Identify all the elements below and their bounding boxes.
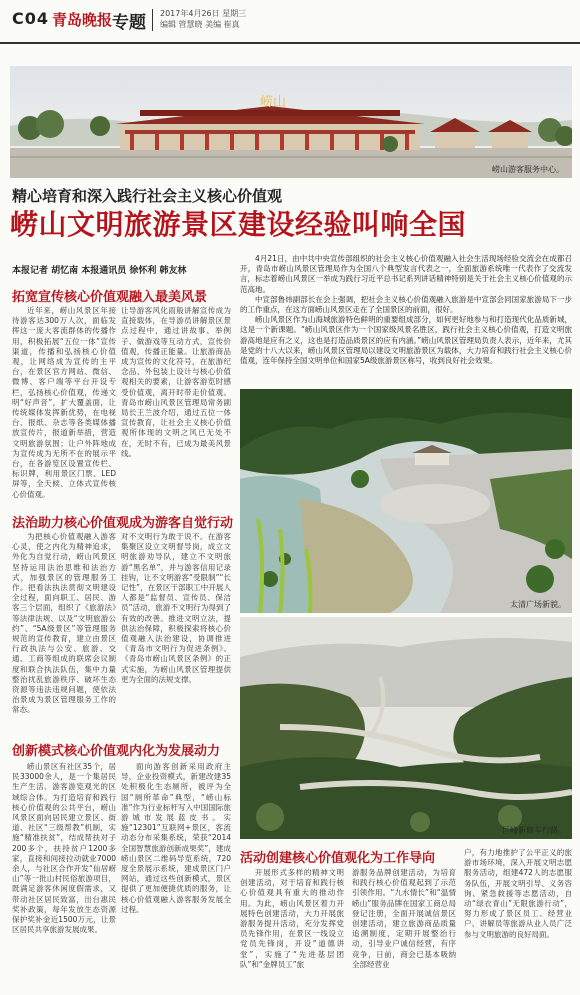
section-body-column: 崂山景区有社区35个，居民33000余人，是一个集居民生产生活、游客游览观光的区域综合体。为打造培育和践行核心价值观的公共平台，崂山风景区面向居民建立景区、街道、社区“三级帮教”机制，实施“精准扶贫”，结成帮扶对子200多个，扶持贫户1200多家，直接和间接拉动就业7000余人，与社区合作开发“仙居崂山”等一批山村民俗旅游项目，既满足游客休闲度假需求，又带动社区居民致富，出台惠民奖补政策，每年发放生态资源保护奖补金近1500万元，让景区居民共享旅游发展成果。 xyxy=(12,762,116,935)
photo-caption-visitor-center: 崂山游客服务中心。 xyxy=(492,165,564,174)
taiqing-square-illustration xyxy=(240,389,572,613)
photo-jufeng-road xyxy=(240,617,572,839)
lead-paragraph: 崂山风景区作为山海城旅游特色鲜明的重要组成部分，如何更好地参与和打造现代化品质新城，这是一个新课题。“崂山风景区作为一个国家级风景名胜区，践行社会主义核心价值观，打造文明旅游高地是应有之义，这也是打造品质景区的应有内涵。”崂山风景区管理局负责人表示，近年来，尤其是党的十八大以来，崂山风景区管理局以建设文明旅游景区为载体，大力培育和践行社会主义核心价值观，连年保持全国文明单位和国家5A级旅游景区称号，收到良好社会效果。 xyxy=(240,315,572,366)
visitor-center-illustration xyxy=(10,66,572,178)
lead-paragraph: 4月21日，由中共中央宣传部组织的社会主义核心价值观融入社会生活现场经验交流会在成都召开，青岛市崂山风景区管理局作为全国八个典型发言代表之一，全面旅游系统唯一代表作了交流发言，标志着崂山风景区一举成为践行习近平总书记系列讲话精神特别是关于社会主义核心价值观的示范高地。 xyxy=(240,254,572,294)
section-heading: 法治助力核心价值观成为游客自觉行动 xyxy=(12,516,234,531)
section-body-column: 让导游客风化雨般讲解宣传成为直接载体，在导游员讲解景区景点过程中，通过讲故事、举例子、做游戏等互动方式，宣传价值观，传播正能量。让旅游商品成为宣传的文化符号，在旅游纪念品、外包装上设计与核心价值观相关的要素，让游客游览时感受价值观，离开时带走价值观。青岛市崂山风景区管理局常务副局长王兰波介绍，通过五位一体宣传教育，让社会主义核心价值观所体现的文明之风已无处不在，无时不有，已成为最美风景线。 xyxy=(121,306,231,458)
section-heading: 拓宽宣传核心价值观融入最美风景 xyxy=(12,290,208,305)
section-body-column: 对不文明行为敢于说不。在游客集聚区设立文明督导岗，成立文明旅游劝导队，建立不文明旅游“黑名单”，并与游客信用记录挂钩，让不文明游客“受限制”“长记性”，在景区干部职工中开展人人都是“监督员、宣传员、保洁员”活动，旅游不文明行为得到了有效的改善。推进文明立法，提供法治保障，积极探索将核心价值观融入法治建设，协调推进《青岛市文明行为促进条例》、《青岛市崂山风景区条例》的正式实施，为崂山风景区管理提供更为全面的法规支撑。 xyxy=(121,532,231,684)
section-body-column: 近年来，崂山风景区年接待游客达300万人次，面临发挥这一庞大客流群体的传播作用，积极拓展“五位一体”宣传渠道，传播和弘扬核心价值观，让网络成为宣传的主平台，在景区官方网站、微信、微博、客户端等平台开设专栏，弘扬核心价值观，传递文明“好声音”，扩大覆盖面，让传统媒体发挥新优势，在电视台、报纸、杂志等各类媒体播放宣传片，报道新举措，营造文明旅游氛围；让户外阵地成为宣传成为无所不在的展示平台，在各游览区设置宣传栏、标识牌，利用景区门票、LED屏等，全天候、立体式宣传核心价值观。 xyxy=(12,306,116,499)
section-body-column: 面向游客创新采用政府主导，企业投资模式，新建改建35处积极化生态厕所，被评为全国“厕所革命”典型，“崂山标准”作为行业标杆写入中国国际旅游城市发展蓝皮书。实施“12301”互联网+景区，客流动态分布采集系统，荣获“2014全国智慧旅游创新成果奖”，建成崂山景区二维码导览系统，720度全景展示系统，建成景区门户网站，通过这些创新模式，景区提供了更加便捷优质的服务，让核心价值观融入游客服务发展全过程。 xyxy=(121,762,231,914)
section-body-column: 开展形式多样的精神文明创建活动，对于培育和践行核心价值观具有重大的推动作用。为此，崂山风景区着力开展特色创建活动，大力开展旅游服务提升活动，充分发挥党员先锋作用，在景区一线设立党员先锋岗，开设“道德讲堂”，实施了“先进基层团队”和“金牌员工”旅 xyxy=(240,868,344,969)
article-lead xyxy=(240,254,572,388)
article-headline: 崂山文明旅游景区建设经验叫响全国 xyxy=(10,208,467,241)
photo-caption-jufeng-road: 巨峰新修车行路。 xyxy=(502,826,566,835)
page-number: C04 xyxy=(12,9,50,28)
section-body-column: 户，有力地推护了公平正义的旅游市场环境，深入开展文明志愿服务活动，组建472人的志愿服务队伍，开展文明引导、义务咨询、紧急救援等志愿活动，自动“绿衣青山”无限旅游行动”，努力形成了景区员工、经营业户、讲解员等旅游从业人员广泛参与文明旅游的良好局面。 xyxy=(464,848,572,939)
photo-taiqing-square xyxy=(240,389,572,613)
masthead xyxy=(0,0,580,44)
lead-paragraph: 中宣部鲁炜副部长在会上强调，把社会主义核心价值观融入旅游是中宣部会同国家旅游局下一步的工作重点，在这方面崂山风景区走在了全国景区的前面，很好。 xyxy=(240,294,572,315)
masthead-meta xyxy=(160,8,246,30)
editor-line: 编辑 管慧晓 美编 崔真 xyxy=(160,20,240,29)
photo-visitor-center xyxy=(10,66,572,178)
section-heading: 创新模式核心价值观内化为发展动力 xyxy=(12,744,221,759)
section-title: 专题 xyxy=(112,13,146,33)
jufeng-road-illustration xyxy=(240,617,572,839)
date-line: 2017年4月26日 星期三 xyxy=(160,9,247,18)
building-sign: 崂山 xyxy=(260,95,287,110)
article-kicker: 精心培育和深入践行社会主义核心价值观 xyxy=(12,187,283,205)
section-body-column: 为把核心价值观融入游客心灵，使之内化为精神追求，外化为自觉行动，崂山风景区坚持运用法治思维和法治方式，加强景区的管理服务工作。把看法执法贯彻文明建设全过程，面向职工、居民、游客三个层面，组织了《旅游法》等法律法规、以及“文明旅游公约”、“5A级景区”等管理服务规范的宣传教育，建立由景区行政执法与公安、旅游、交通、工商等组成的联席会议制度和联合执法队伍，集中力量整治扰乱旅游秩序、破坏生态资源等违法违规问题，使依法治景成为景区管理服务工作的常态。 xyxy=(12,532,116,715)
article-byline: 本报记者 胡忆南 本报通讯员 徐怀利 韩友林 xyxy=(12,266,187,276)
photo-caption-taiqing-square: 太清广场新貌。 xyxy=(510,600,566,609)
masthead-divider xyxy=(152,9,153,31)
section-body-column: 游服务品牌创建活动，为培育和践行核心价值观起到了示范引领作用。“九水情长”和“温情崂山”服务品牌在国家工商总局登记注册，全面开展诚信景区创建活动，建立旅游商品质量追溯制度，定期开展整治行动，引导业户诚信经营，有序竞争，日前，商会已基本吸纳全部经营业 xyxy=(352,868,456,969)
section-heading: 活动创建核心价值观化为工作导向 xyxy=(240,851,436,866)
paper-name: 青岛晚报 xyxy=(52,11,113,29)
